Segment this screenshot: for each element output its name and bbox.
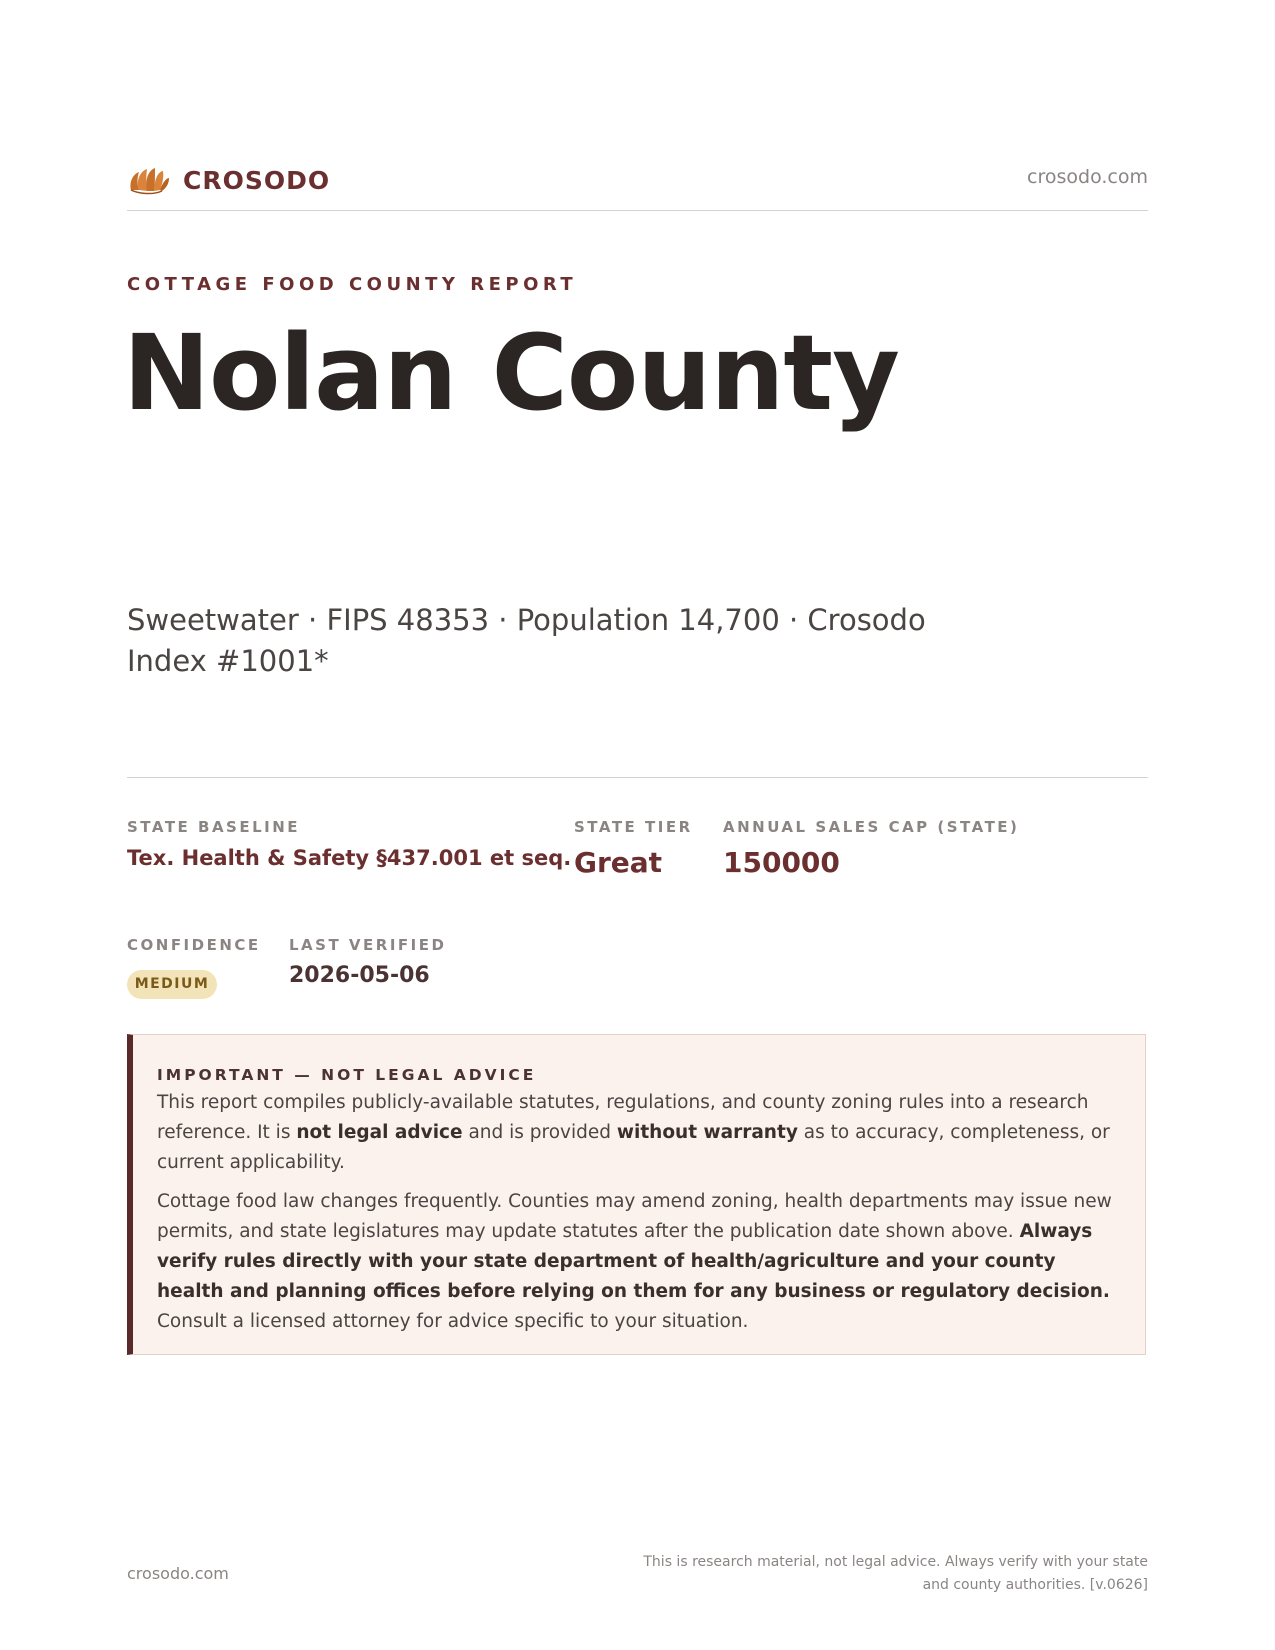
footer-disclaimer: This is research material, not legal advice. Always verify with your state and county authorities. [v.0626]: [643, 1554, 1148, 1593]
report-eyebrow: COTTAGE FOOD COUNTY REPORT: [127, 274, 578, 295]
notice-paragraph-1: This report compiles publicly-available statutes, regulations, and county zoning rules into a research reference. It is not legal advice and is provided without warranty as to accuracy, completeness, or current applicability.: [157, 1092, 1110, 1173]
state-baseline-value: Tex. Health & Safety §437.001 et seq.: [127, 846, 572, 870]
last-verified-value: 2026-05-06: [289, 963, 430, 988]
header: [127, 158, 1148, 198]
legal-notice: [127, 1034, 1146, 1355]
notice-paragraph-2: Cottage food law changes frequently. Counties may amend zoning, health departments may issue new permits, and state legislatures may update statutes after the publication date shown above. Always verify rules directly with your state department of health/agriculture and your county health and planning offices before relying on them for any business or regulatory decision. Consult a licensed attorney for advice specific to your situation.: [157, 1191, 1112, 1332]
state-tier-value: Great: [574, 846, 663, 879]
notice-title: IMPORTANT — NOT LEGAL ADVICE: [157, 1066, 537, 1084]
section-divider: [127, 777, 1148, 778]
brand[interactable]: [127, 160, 330, 200]
sales-cap-value: 150000: [723, 846, 840, 879]
state-tier-label: STATE TIER: [574, 818, 693, 836]
confidence-label: CONFIDENCE: [127, 936, 261, 954]
page-title: Nolan County: [123, 312, 899, 434]
header-url[interactable]: crosodo.com: [1027, 166, 1148, 188]
last-verified-label: LAST VERIFIED: [289, 936, 447, 954]
report-subtitle: Sweetwater · FIPS 48353 · Population 14,700 · Crosodo Index #1001*: [127, 603, 926, 678]
brand-name: CROSODO: [183, 165, 331, 195]
header-divider: [127, 210, 1148, 211]
report-page: [123, 0, 1148, 1650]
footer-url[interactable]: crosodo.com: [127, 1564, 229, 1583]
state-baseline-label: STATE BASELINE: [127, 818, 301, 836]
croissant-icon: [127, 160, 171, 200]
sales-cap-label: ANNUAL SALES CAP (STATE): [723, 818, 1020, 836]
confidence-badge: MEDIUM: [127, 970, 217, 999]
